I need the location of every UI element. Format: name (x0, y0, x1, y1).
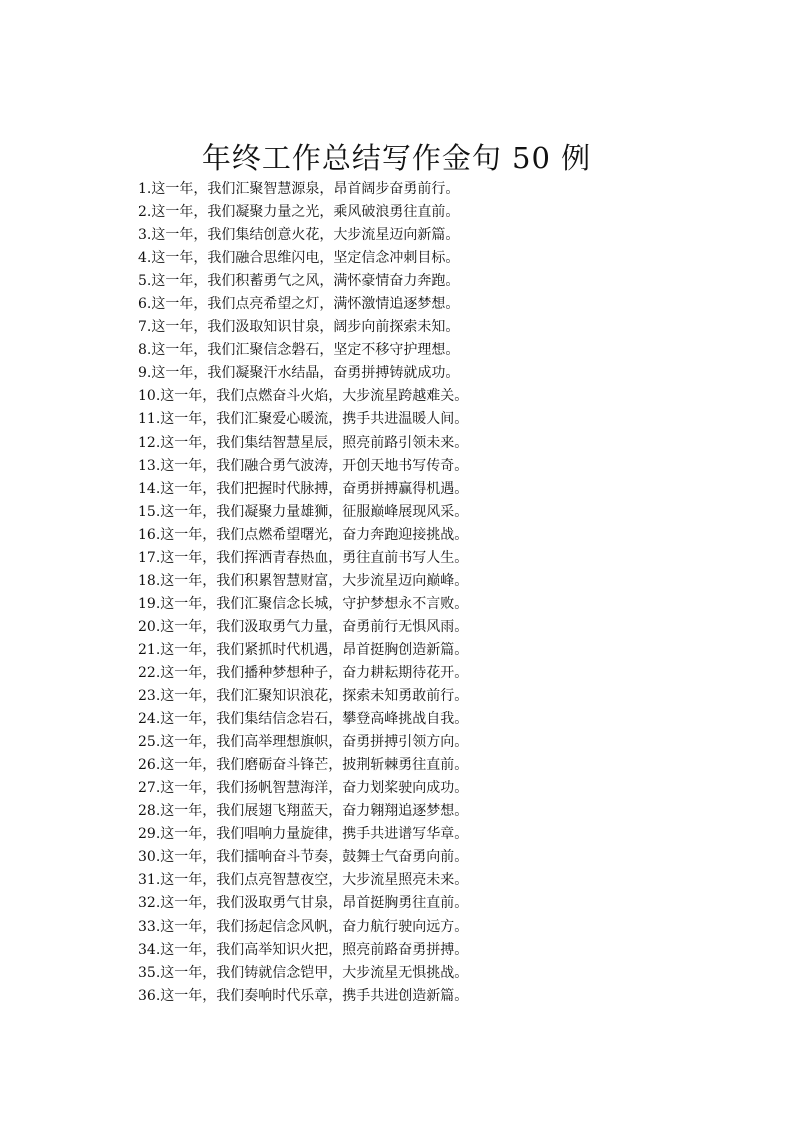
quote-list (138, 178, 468, 1008)
list-item: 3.这一年，我们集结创意火花，大步流星迈向新篇。 (138, 227, 460, 244)
list-item: 17.这一年，我们挥洒青春热血，勇往直前书写人生。 (138, 549, 469, 566)
list-item: 16.这一年，我们点燃希望曙光，奋力奔跑迎接挑战。 (138, 526, 469, 543)
list-item: 26.这一年，我们磨砺奋斗锋芒，披荆斩棘勇往直前。 (138, 757, 469, 774)
list-item: 28.这一年，我们展翅飞翔蓝天，奋力翱翔追逐梦想。 (138, 803, 469, 820)
list-item: 4.这一年，我们融合思维闪电，坚定信念冲刺目标。 (138, 250, 460, 267)
list-item: 24.这一年，我们集结信念岩石，攀登高峰挑战自我。 (138, 711, 469, 728)
list-item: 22.这一年，我们播种梦想种子，奋力耕耘期待花开。 (138, 664, 469, 681)
list-item: 32.这一年，我们汲取勇气甘泉，昂首挺胸勇往直前。 (138, 895, 469, 912)
list-item: 36.这一年，我们奏响时代乐章，携手共进创造新篇。 (138, 987, 469, 1004)
list-item: 11.这一年，我们汇聚爱心暖流，携手共进温暖人间。 (138, 411, 469, 428)
list-item: 2.这一年，我们凝聚力量之光，乘风破浪勇往直前。 (138, 204, 460, 221)
list-item: 27.这一年，我们扬帆智慧海洋，奋力划桨驶向成功。 (138, 780, 469, 797)
document-title: 年终工作总结写作金句 50 例 (201, 141, 592, 175)
list-item: 31.这一年，我们点亮智慧夜空，大步流星照亮未来。 (138, 872, 469, 889)
list-item: 1.这一年，我们汇聚智慧源泉，昂首阔步奋勇前行。 (138, 181, 460, 197)
list-item: 33.这一年，我们扬起信念风帆，奋力航行驶向远方。 (138, 918, 469, 935)
list-item: 19.这一年，我们汇聚信念长城，守护梦想永不言败。 (138, 595, 469, 612)
list-item: 5.这一年，我们积蓄勇气之风，满怀豪情奋力奔跑。 (138, 273, 460, 290)
list-item: 14.这一年，我们把握时代脉搏，奋勇拼搏赢得机遇。 (138, 480, 469, 497)
list-item: 30.这一年，我们擂响奋斗节奏，鼓舞士气奋勇向前。 (138, 849, 469, 866)
list-item: 34.这一年，我们高举知识火把，照亮前路奋勇拼搏。 (138, 941, 469, 958)
list-item: 6.这一年，我们点亮希望之灯，满怀激情追逐梦想。 (138, 296, 460, 313)
list-item: 7.这一年，我们汲取知识甘泉，阔步向前探索未知。 (138, 319, 460, 336)
list-item: 21.这一年，我们紧抓时代机遇，昂首挺胸创造新篇。 (138, 641, 469, 658)
list-item: 9.这一年，我们凝聚汗水结晶，奋勇拼搏铸就成功。 (138, 365, 460, 382)
list-item: 25.这一年，我们高举理想旗帜，奋勇拼搏引领方向。 (138, 734, 469, 751)
list-item: 35.这一年，我们铸就信念铠甲，大步流星无惧挑战。 (138, 964, 469, 981)
list-item: 15.这一年，我们凝聚力量雄狮，征服巅峰展现风采。 (138, 503, 469, 520)
list-item: 23.这一年，我们汇聚知识浪花，探索未知勇敢前行。 (138, 688, 469, 705)
list-item: 8.这一年，我们汇聚信念磐石，坚定不移守护理想。 (138, 342, 460, 359)
list-item: 20.这一年，我们汲取勇气力量，奋勇前行无惧风雨。 (138, 618, 469, 635)
list-item: 18.这一年，我们积累智慧财富，大步流星迈向巅峰。 (138, 572, 469, 589)
list-item: 29.这一年，我们唱响力量旋律，携手共进谱写华章。 (138, 826, 469, 843)
list-item: 13.这一年，我们融合勇气波涛，开创天地书写传奇。 (138, 457, 469, 474)
list-item: 10.这一年，我们点燃奋斗火焰，大步流星跨越难关。 (138, 388, 469, 405)
list-item: 12.这一年，我们集结智慧星辰，照亮前路引领未来。 (138, 434, 469, 451)
